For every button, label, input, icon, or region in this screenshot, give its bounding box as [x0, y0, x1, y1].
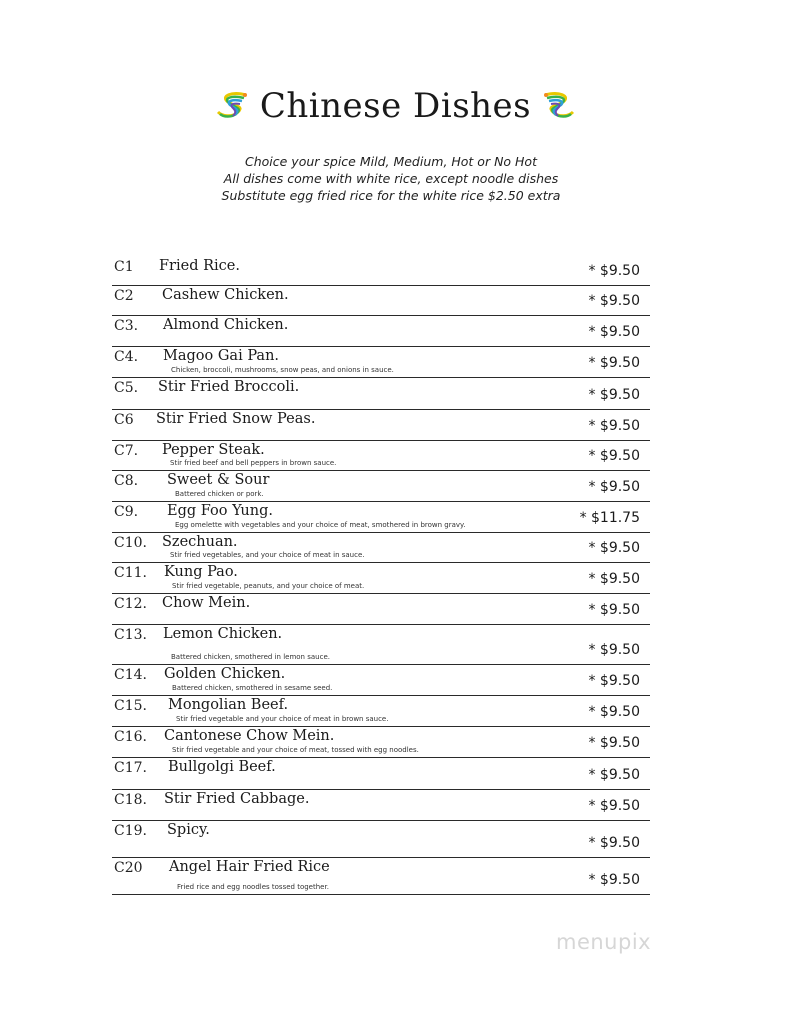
menu-item-name: Spicy. — [167, 822, 210, 838]
menu-item-row — [112, 695, 650, 727]
menu-item-description: Fried rice and egg noodles tossed together. — [177, 883, 329, 891]
menu-item-code: C1 — [114, 259, 134, 275]
menu-item-name: Cashew Chicken. — [162, 287, 289, 303]
menu-item-code: C10. — [114, 535, 147, 551]
menu-item-name: Stir Fried Broccoli. — [158, 379, 300, 395]
menu-item-row — [112, 470, 650, 502]
menu-item-price: * $9.50 — [588, 387, 640, 403]
menu-item-code: C8. — [114, 473, 139, 489]
menu-item-price: * $9.50 — [588, 673, 640, 689]
menu-item-price: * $9.50 — [588, 704, 640, 720]
menu-item-code: C6 — [114, 412, 134, 428]
menu-item-price: * $9.50 — [588, 642, 640, 658]
menu-item-name: Bullgolgi Beef. — [168, 759, 276, 775]
menu-item-code: C4. — [114, 349, 139, 365]
menu-item-row — [112, 857, 650, 895]
menu-item-name: Stir Fried Snow Peas. — [156, 411, 316, 427]
dragon-right-icon — [539, 90, 577, 122]
menu-item-code: C16. — [114, 729, 147, 745]
menu-item-name: Magoo Gai Pan. — [163, 348, 280, 364]
menu-item-name: Sweet & Sour — [167, 472, 270, 488]
menu-item-description: Stir fried beef and bell peppers in brown sauce. — [170, 459, 337, 467]
menu-item-name: Chow Mein. — [162, 595, 251, 611]
menu-item-row — [112, 593, 650, 625]
menu-item-code: C7. — [114, 443, 139, 459]
menu-item-code: C17. — [114, 760, 147, 776]
rice-note: All dishes come with white rice, except noodle dishes — [223, 171, 559, 186]
menu-item-code: C2 — [114, 288, 134, 304]
menu-item-row — [112, 562, 650, 594]
menu-item-code: C5. — [114, 380, 139, 396]
menu-item-row — [112, 789, 650, 821]
menu-item-row — [112, 726, 650, 758]
menu-item-price: * $9.50 — [588, 767, 640, 783]
menu-item-price: * $9.50 — [588, 735, 640, 751]
menu-item-name: Golden Chicken. — [164, 666, 286, 682]
menu-item-price: * $9.50 — [588, 798, 640, 814]
menu-item-row — [112, 315, 650, 347]
menu-item-price: * $9.50 — [588, 293, 640, 309]
menu-item-row — [112, 501, 650, 533]
menu-item-row — [112, 256, 650, 286]
menu-item-description: Egg omelette with vegetables and your choice of meat, smothered in brown gravy. — [175, 521, 466, 529]
menu-item-price: * $9.50 — [588, 355, 640, 371]
substitute-note: Substitute egg fried rice for the white rice $2.50 extra — [221, 188, 561, 203]
dragon-left-icon — [214, 90, 252, 122]
menu-item-price: * $9.50 — [588, 418, 640, 434]
menu-item-code: C19. — [114, 823, 147, 839]
page-title: Chinese Dishes — [259, 86, 532, 126]
menu-item-code: C18. — [114, 792, 147, 808]
menu-item-code: C20 — [114, 860, 143, 876]
spice-note: Choice your spice Mild, Medium, Hot or No Hot — [245, 154, 537, 169]
menu-item-name: Kung Pao. — [164, 564, 238, 580]
menu-item-price: * $9.50 — [588, 263, 640, 279]
menu-item-price: * $9.50 — [588, 324, 640, 340]
menu-item-description: Battered chicken, smothered in sesame seed. — [172, 684, 333, 692]
menu-item-row — [112, 664, 650, 696]
menu-item-row — [112, 440, 650, 471]
menu-item-row — [112, 409, 650, 441]
menu-item-description: Battered chicken or pork. — [175, 490, 264, 498]
menu-item-price: * $9.50 — [588, 835, 640, 851]
menu-item-row — [112, 346, 650, 378]
menu-item-description: Battered chicken, smothered in lemon sauce. — [171, 653, 330, 661]
menu-item-price: * $9.50 — [588, 571, 640, 587]
menu-item-name: Lemon Chicken. — [163, 626, 283, 642]
title-row — [0, 86, 791, 126]
menu-item-name: Angel Hair Fried Rice — [169, 859, 330, 875]
menu-item-price: * $9.50 — [588, 602, 640, 618]
menu-item-description: Stir fried vegetable, peanuts, and your choice of meat. — [172, 582, 365, 590]
menu-item-price: * $9.50 — [588, 872, 640, 888]
menu-item-name: Fried Rice. — [159, 258, 240, 274]
menu-item-row — [112, 757, 650, 790]
menu-item-row — [112, 377, 650, 410]
menu-item-code: C15. — [114, 698, 147, 714]
menu-item-name: Egg Foo Yung. — [167, 503, 273, 519]
menu-item-name: Stir Fried Cabbage. — [164, 791, 310, 807]
menu-item-name: Pepper Steak. — [162, 442, 265, 458]
menu-item-code: C14. — [114, 667, 147, 683]
menu-item-code: C3. — [114, 318, 139, 334]
menu-item-name: Szechuan. — [162, 534, 238, 550]
menu-item-price: * $9.50 — [588, 479, 640, 495]
menu-item-description: Stir fried vegetable and your choice of meat, tossed with egg noodles. — [172, 746, 419, 754]
menu-item-description: Stir fried vegetable and your choice of meat in brown sauce. — [176, 715, 389, 723]
menu-item-description: Chicken, broccoli, mushrooms, snow peas, and onions in sauce. — [171, 366, 394, 374]
menu-item-row — [112, 532, 650, 563]
menu-item-price: * $11.75 — [579, 510, 640, 526]
intro-notes — [0, 153, 782, 204]
menu-item-name: Almond Chicken. — [163, 317, 289, 333]
menu-item-name: Mongolian Beef. — [168, 697, 289, 713]
menu-item-description: Stir fried vegetables, and your choice of meat in sauce. — [170, 551, 365, 559]
menu-item-price: * $9.50 — [588, 540, 640, 556]
menu-item-code: C11. — [114, 565, 147, 581]
menu-item-code: C13. — [114, 627, 147, 643]
menu-item-row — [112, 285, 650, 316]
menu-item-name: Cantonese Chow Mein. — [164, 728, 335, 744]
watermark: menupix — [556, 930, 652, 954]
menu-item-code: C9. — [114, 504, 139, 520]
menu-item-row — [112, 624, 650, 665]
menu-item-price: * $9.50 — [588, 448, 640, 464]
menu-item-code: C12. — [114, 596, 147, 612]
menu-item-row — [112, 820, 650, 858]
